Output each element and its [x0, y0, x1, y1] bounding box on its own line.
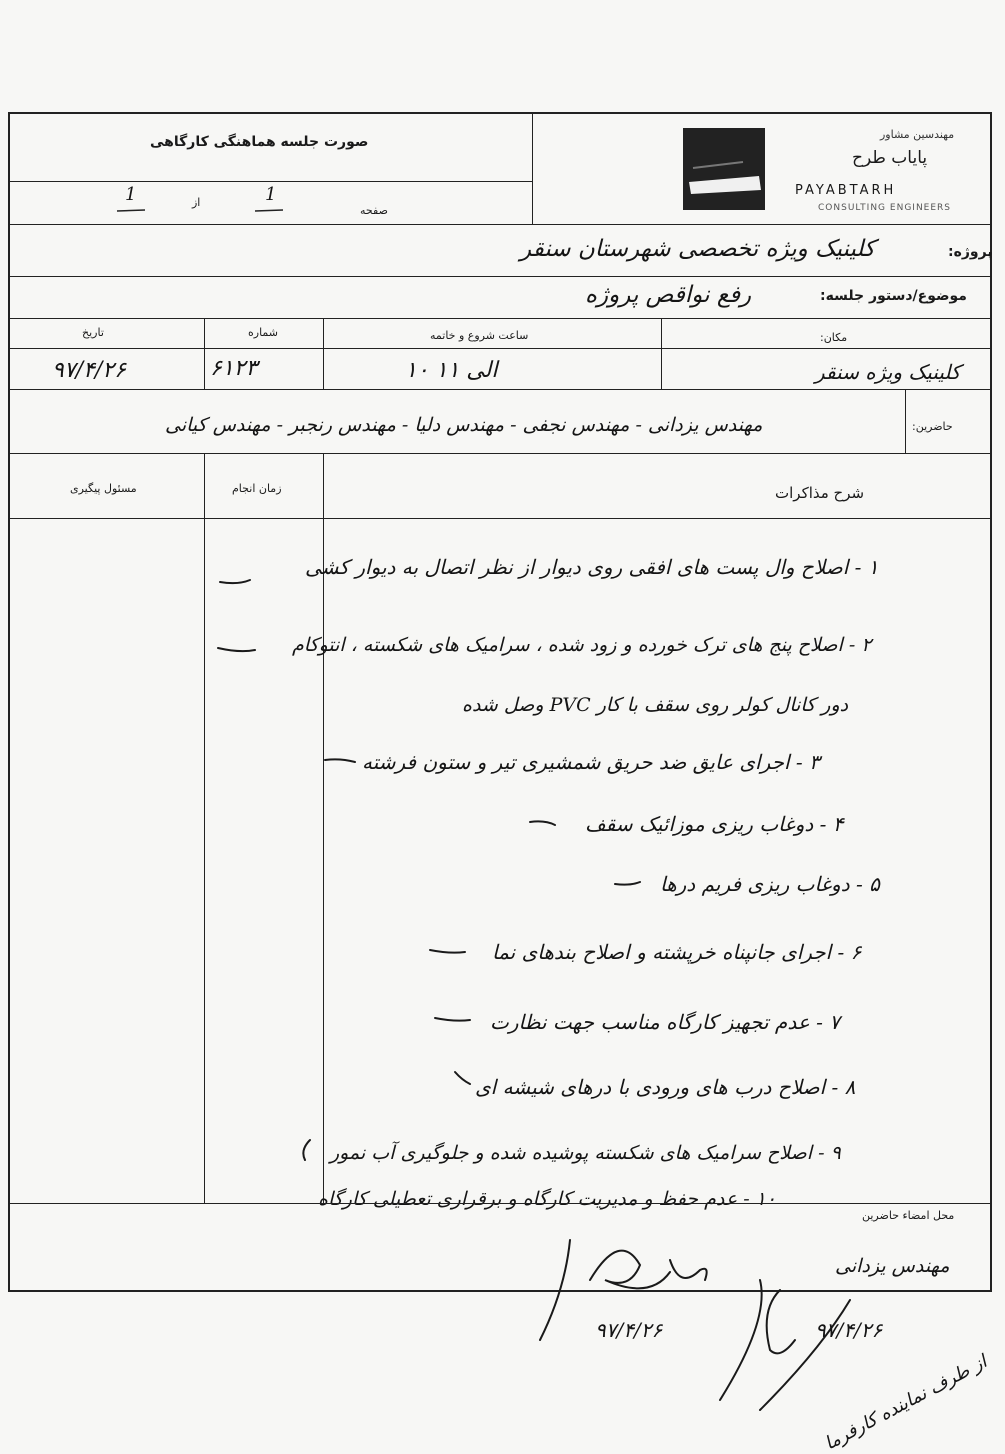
attendees-value: مهندس یزدانی - مهندس نجفی - مهندس دلیا - مهندس رنجبر - مهندس کیانی [165, 414, 763, 436]
of-label: از [192, 196, 201, 209]
arrow-5 [615, 882, 640, 885]
company-name-en: PAYABTARH [795, 183, 897, 198]
page-number: 1 [265, 184, 277, 205]
item-8: ۸ - اصلاح درب های ورودی با درهای شیشه ای [475, 1075, 856, 1099]
company-tagline: مهندسین مشاور [880, 128, 955, 141]
project-divider [8, 276, 992, 277]
item-3: ۳ - اجرای عایق ضد حریق شمشیری تیر و ستون فرشته [362, 750, 820, 774]
project-label: پروژه: [948, 244, 993, 260]
header-vertical-divider [532, 112, 533, 224]
company-name-fa: پاياب طرح [852, 148, 928, 168]
attendees-divider [8, 453, 992, 454]
meeting-col-divider-1 [204, 318, 205, 389]
representative-note: از طرف نماینده کارفرما [821, 1351, 991, 1454]
item-10: ۱۰ - عدم حفظ و مدیریت کارگاه و برقراری تعطیلی کارگاه [318, 1188, 777, 1210]
signature-date-2: ۹۷/۴/۲۶ [815, 1318, 883, 1342]
header-divider [8, 224, 992, 225]
project-value: کلینیک ویژه تخصصی شهرستان سنقر [520, 236, 875, 262]
company-sub-en: CONSULTING ENGINEERS [818, 203, 952, 213]
signatures-divider [8, 1203, 992, 1204]
page-total: 1 [125, 184, 137, 205]
meeting-header-divider [8, 348, 992, 349]
logo-mark-icon [683, 128, 765, 210]
table-header-divider [8, 518, 992, 519]
signature-1-name: مهندس یزدانی [835, 1255, 950, 1277]
arrow-3 [325, 759, 355, 762]
item-1: ۱ - اصلاح وال پست های افقی روی دیوار از نظر اتصال به دیوار کشی [305, 555, 879, 579]
item-6: ۶ - اجرای جانپناه خرپشته و اصلاح بندهای نما [492, 940, 862, 964]
number-label: شماره [248, 326, 279, 339]
signatures-label: محل امضاء حاضرین [862, 1209, 955, 1222]
arrow-4 [530, 821, 555, 825]
time-value: ۱۰ الی ۱۱ [405, 358, 498, 383]
signature-date-1: ۹۷/۴/۲۶ [595, 1318, 663, 1342]
place-label: مکان: [820, 331, 848, 344]
form-title: صورت جلسه هماهنگی کارگاهی [150, 134, 369, 150]
meeting-divider [8, 389, 992, 390]
table-col-divider-1 [204, 453, 205, 1203]
page-total-underline [117, 208, 147, 214]
time-label: ساعت شروع و خاتمه [430, 329, 529, 342]
follow-up-arrows [230, 550, 950, 1230]
meeting-col-divider-2 [323, 318, 324, 389]
attendees-label: حاضرین: [912, 420, 953, 433]
place-value: کلینیک ویژه سنقر [815, 360, 961, 384]
arrow-6 [430, 950, 465, 953]
table-header-description: شرح مذاکرات [775, 484, 865, 502]
item-2: ۲ - اصلاح پنج های ترک خورده و زود شده ، سرامیک های شکسته ، انتوکام [292, 634, 872, 656]
subject-divider [8, 318, 992, 319]
title-divider [8, 181, 532, 182]
subject-value: رفع نواقص پروژه [585, 282, 752, 308]
date-label: تاریخ [82, 326, 104, 339]
arrow-7 [435, 1018, 470, 1021]
item-2-cont: دور کانال کولر روی سقف با کار PVC وصل شده [462, 694, 849, 716]
subject-label: موضوع/دستور جلسه: [820, 288, 967, 304]
item-9: ۹ - اصلاح سرامیک های شکسته پوشیده شده و جلوگیری آب نمور [330, 1142, 841, 1164]
signature-2-scribble [700, 1270, 920, 1420]
item-4: ۴ - دوغاب ریزی موزائیک سقف [585, 812, 844, 836]
company-logo [683, 128, 765, 210]
page-label: صفحه [360, 204, 388, 217]
number-value: ۶۱۲۳ [210, 356, 258, 381]
table-header-responsible: مسئول پیگیری [70, 482, 137, 495]
arrow-8 [455, 1072, 470, 1084]
item-7: ۷ - عدم تجهیز کارگاه مناسب جهت نظارت [490, 1010, 840, 1034]
item-5: ۵ - دوغاب ریزی فریم درها [660, 872, 880, 896]
table-header-time: زمان انجام [232, 482, 282, 495]
date-value: ۹۷/۴/۲۶ [52, 358, 126, 383]
attendees-col-divider [905, 389, 906, 453]
arrow-9 [303, 1140, 310, 1160]
page-number-underline [255, 208, 285, 214]
meeting-col-divider-3 [661, 318, 662, 389]
